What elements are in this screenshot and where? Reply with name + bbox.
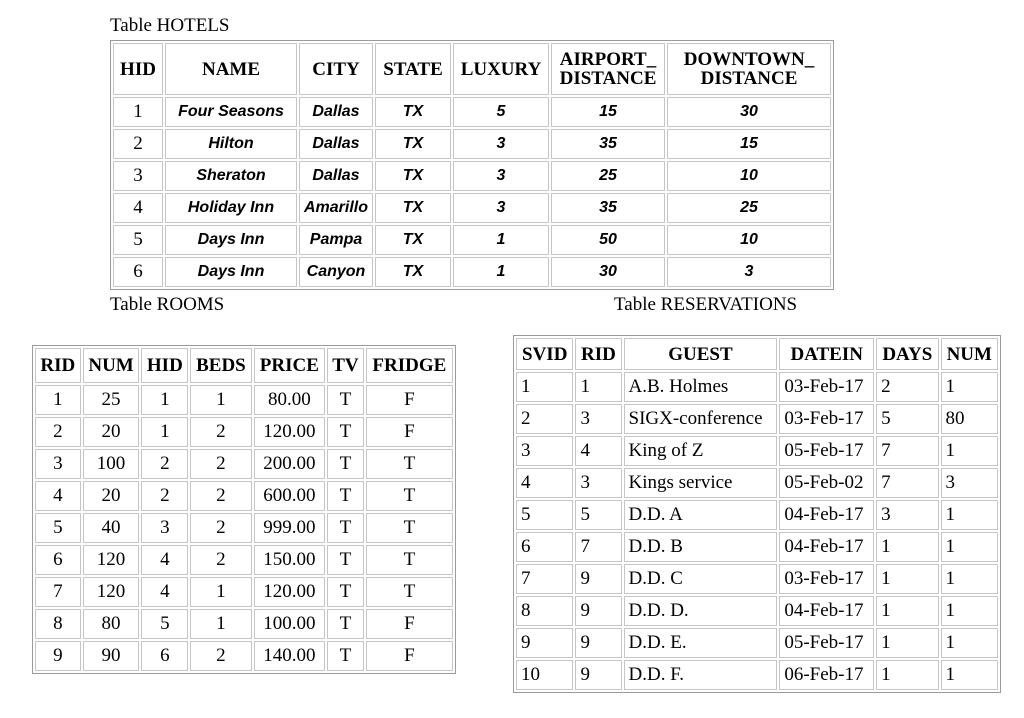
reservations-cell: 1 <box>941 660 998 690</box>
rooms-cell: T <box>327 545 364 575</box>
hotels-cell: Days Inn <box>165 225 297 255</box>
rooms-cell: 200.00 <box>254 449 325 479</box>
reservations-cell: SIGX-conference <box>624 404 778 434</box>
reservations-cell: 5 <box>575 500 621 530</box>
reservations-row <box>516 532 998 562</box>
reservations-cell: 1 <box>941 564 998 594</box>
reservations-cell: 6 <box>516 532 573 562</box>
rooms-cell: T <box>327 577 364 607</box>
hotels-cell: 5 <box>453 97 549 127</box>
hotels-cell: 2 <box>113 129 163 159</box>
hotels-header-name: NAME <box>165 43 297 95</box>
reservations-cell: D.D. A <box>624 500 778 530</box>
hotels-cell: Days Inn <box>165 257 297 287</box>
hotels-cell: 3 <box>113 161 163 191</box>
hotels-header-airport-distance <box>551 43 665 95</box>
reservations-cell: 7 <box>876 436 938 466</box>
hotels-cell: 4 <box>113 193 163 223</box>
reservations-cell: 1 <box>876 564 938 594</box>
rooms-cell: 5 <box>141 609 188 639</box>
hotels-cell: TX <box>375 257 451 287</box>
rooms-table <box>32 345 456 674</box>
rooms-cell: 5 <box>35 513 81 543</box>
rooms-cell: T <box>366 545 453 575</box>
hotels-cell: 30 <box>551 257 665 287</box>
hotels-cell: Dallas <box>299 129 373 159</box>
hotels-cell: TX <box>375 97 451 127</box>
reservations-cell: 2 <box>516 404 573 434</box>
hotels-caption: Table HOTELS <box>110 15 230 36</box>
reservations-cell: 06-Feb-17 <box>779 660 874 690</box>
reservations-cell: 05-Feb-17 <box>779 436 874 466</box>
reservations-cell: 03-Feb-17 <box>779 404 874 434</box>
rooms-header-hid: HID <box>141 348 188 383</box>
hotels-header-airport-line2: DISTANCE <box>559 68 657 89</box>
reservations-cell: 7 <box>876 468 938 498</box>
hotels-cell: Canyon <box>299 257 373 287</box>
rooms-cell: 2 <box>190 641 251 671</box>
rooms-cell: 1 <box>141 385 188 415</box>
hotels-cell: Hilton <box>165 129 297 159</box>
hotels-cell: TX <box>375 225 451 255</box>
reservations-cell: 9 <box>575 596 621 626</box>
rooms-cell: 2 <box>190 417 251 447</box>
reservations-cell: 03-Feb-17 <box>779 372 874 402</box>
rooms-cell: 3 <box>35 449 81 479</box>
reservations-row <box>516 404 998 434</box>
hotels-table <box>110 40 834 290</box>
rooms-cell: 7 <box>35 577 81 607</box>
rooms-cell: F <box>366 609 453 639</box>
rooms-header-row <box>35 348 453 383</box>
rooms-cell: 1 <box>190 609 251 639</box>
hotels-header-downtown-line2: DISTANCE <box>700 68 798 89</box>
hotels-cell: 3 <box>453 193 549 223</box>
hotels-cell: 1 <box>453 225 549 255</box>
rooms-cell: T <box>327 481 364 511</box>
reservations-cell: D.D. C <box>624 564 778 594</box>
hotels-row <box>113 193 831 223</box>
hotels-header-hid: HID <box>113 43 163 95</box>
hotels-row <box>113 129 831 159</box>
rooms-row <box>35 545 453 575</box>
rooms-header-rid: RID <box>35 348 81 383</box>
reservations-cell: 1 <box>941 596 998 626</box>
rooms-header-price: PRICE <box>254 348 325 383</box>
hotels-header-luxury: LUXURY <box>453 43 549 95</box>
hotels-cell: 50 <box>551 225 665 255</box>
rooms-cell: T <box>327 449 364 479</box>
rooms-cell: 80.00 <box>254 385 325 415</box>
hotels-cell: 1 <box>453 257 549 287</box>
reservations-row <box>516 628 998 658</box>
hotels-cell: 25 <box>551 161 665 191</box>
rooms-cell: 100 <box>83 449 140 479</box>
rooms-cell: 2 <box>141 449 188 479</box>
rooms-cell: 6 <box>35 545 81 575</box>
rooms-cell: 25 <box>83 385 140 415</box>
reservations-cell: 8 <box>516 596 573 626</box>
reservations-cell: 9 <box>575 628 621 658</box>
rooms-header-num: NUM <box>83 348 140 383</box>
rooms-header-beds: BEDS <box>190 348 251 383</box>
rooms-cell: 80 <box>83 609 140 639</box>
reservations-cell: 04-Feb-17 <box>779 532 874 562</box>
rooms-cell: 120.00 <box>254 417 325 447</box>
rooms-cell: 1 <box>190 577 251 607</box>
hotels-cell: Holiday Inn <box>165 193 297 223</box>
reservations-table <box>513 335 1001 693</box>
rooms-cell: 600.00 <box>254 481 325 511</box>
hotels-cell: Sheraton <box>165 161 297 191</box>
reservations-cell: 5 <box>516 500 573 530</box>
hotels-cell: Amarillo <box>299 193 373 223</box>
reservations-cell: 4 <box>516 468 573 498</box>
reservations-cell: 7 <box>575 532 621 562</box>
rooms-cell: 9 <box>35 641 81 671</box>
reservations-cell: 1 <box>941 500 998 530</box>
reservations-cell: 1 <box>941 436 998 466</box>
rooms-row <box>35 417 453 447</box>
reservations-header-svid: SVID <box>516 338 573 370</box>
rooms-cell: 1 <box>35 385 81 415</box>
rooms-cell: 20 <box>83 481 140 511</box>
hotels-cell: Dallas <box>299 97 373 127</box>
rooms-header-tv: TV <box>327 348 364 383</box>
hotels-row <box>113 225 831 255</box>
hotels-cell: 10 <box>667 161 831 191</box>
hotels-header-downtown-line1: DOWNTOWN_ <box>683 49 815 70</box>
reservations-cell: 1 <box>941 532 998 562</box>
rooms-row <box>35 609 453 639</box>
hotels-cell: TX <box>375 161 451 191</box>
rooms-cell: F <box>366 417 453 447</box>
rooms-cell: 3 <box>141 513 188 543</box>
rooms-cell: T <box>366 481 453 511</box>
hotels-header-state: STATE <box>375 43 451 95</box>
rooms-cell: 150.00 <box>254 545 325 575</box>
hotels-cell: 3 <box>453 129 549 159</box>
hotels-cell: Pampa <box>299 225 373 255</box>
rooms-cell: 2 <box>35 417 81 447</box>
reservations-row <box>516 436 998 466</box>
rooms-caption: Table ROOMS <box>110 294 225 315</box>
reservations-header-days: DAYS <box>876 338 938 370</box>
reservations-cell: 9 <box>516 628 573 658</box>
hotels-header-row <box>113 43 831 95</box>
reservations-cell: 1 <box>516 372 573 402</box>
rooms-cell: T <box>366 449 453 479</box>
rooms-cell: 4 <box>141 545 188 575</box>
reservations-cell: 1 <box>876 660 938 690</box>
reservations-cell: D.D. D. <box>624 596 778 626</box>
reservations-row <box>516 468 998 498</box>
rooms-cell: T <box>366 577 453 607</box>
rooms-cell: 4 <box>141 577 188 607</box>
reservations-cell: Kings service <box>624 468 778 498</box>
reservations-cell: D.D. F. <box>624 660 778 690</box>
reservations-cell: 2 <box>876 372 938 402</box>
reservations-cell: 05-Feb-02 <box>779 468 874 498</box>
rooms-cell: T <box>327 641 364 671</box>
rooms-cell: 20 <box>83 417 140 447</box>
rooms-cell: F <box>366 641 453 671</box>
reservations-cell: 04-Feb-17 <box>779 500 874 530</box>
hotels-cell: 1 <box>113 97 163 127</box>
hotels-cell: 25 <box>667 193 831 223</box>
reservations-cell: 3 <box>516 436 573 466</box>
reservations-cell: 5 <box>876 404 938 434</box>
rooms-cell: 40 <box>83 513 140 543</box>
hotels-cell: 30 <box>667 97 831 127</box>
reservations-cell: 1 <box>876 596 938 626</box>
hotels-cell: 35 <box>551 193 665 223</box>
reservations-cell: 1 <box>941 628 998 658</box>
hotels-header-downtown-distance <box>667 43 831 95</box>
rooms-cell: 90 <box>83 641 140 671</box>
reservations-cell: 1 <box>575 372 621 402</box>
rooms-cell: 120 <box>83 577 140 607</box>
hotels-cell: 3 <box>667 257 831 287</box>
rooms-cell: 6 <box>141 641 188 671</box>
reservations-cell: 4 <box>575 436 621 466</box>
rooms-row <box>35 449 453 479</box>
hotels-header-city: CITY <box>299 43 373 95</box>
rooms-cell: T <box>366 513 453 543</box>
reservations-header-guest: GUEST <box>624 338 778 370</box>
hotels-header-airport-line1: AIRPORT_ <box>559 49 657 70</box>
rooms-cell: 120.00 <box>254 577 325 607</box>
reservations-row <box>516 564 998 594</box>
reservations-header-rid: RID <box>575 338 621 370</box>
reservations-cell: 05-Feb-17 <box>779 628 874 658</box>
rooms-cell: 2 <box>190 449 251 479</box>
hotels-cell: 15 <box>667 129 831 159</box>
reservations-cell: 3 <box>575 404 621 434</box>
hotels-cell: 15 <box>551 97 665 127</box>
rooms-row <box>35 385 453 415</box>
rooms-row <box>35 641 453 671</box>
hotels-cell: Four Seasons <box>165 97 297 127</box>
reservations-cell: 7 <box>516 564 573 594</box>
reservations-cell: 04-Feb-17 <box>779 596 874 626</box>
reservations-row <box>516 660 998 690</box>
reservations-cell: 10 <box>516 660 573 690</box>
reservations-cell: 9 <box>575 660 621 690</box>
hotels-cell: TX <box>375 193 451 223</box>
rooms-cell: F <box>366 385 453 415</box>
rooms-cell: 140.00 <box>254 641 325 671</box>
rooms-row <box>35 513 453 543</box>
hotels-cell: 6 <box>113 257 163 287</box>
reservations-cell: 80 <box>941 404 998 434</box>
reservations-header-num: NUM <box>941 338 998 370</box>
rooms-cell: 2 <box>190 545 251 575</box>
rooms-cell: 2 <box>141 481 188 511</box>
hotels-row <box>113 97 831 127</box>
rooms-cell: 120 <box>83 545 140 575</box>
reservations-cell: 1 <box>876 628 938 658</box>
rooms-cell: T <box>327 385 364 415</box>
rooms-row <box>35 481 453 511</box>
rooms-cell: 100.00 <box>254 609 325 639</box>
hotels-cell: 3 <box>453 161 549 191</box>
reservations-cell: D.D. B <box>624 532 778 562</box>
hotels-row <box>113 257 831 287</box>
rooms-cell: 1 <box>141 417 188 447</box>
reservations-cell: A.B. Holmes <box>624 372 778 402</box>
hotels-row <box>113 161 831 191</box>
reservations-cell: 03-Feb-17 <box>779 564 874 594</box>
reservations-cell: 3 <box>575 468 621 498</box>
rooms-row <box>35 577 453 607</box>
hotels-cell: Dallas <box>299 161 373 191</box>
hotels-cell: 10 <box>667 225 831 255</box>
reservations-header-row <box>516 338 998 370</box>
rooms-cell: 2 <box>190 481 251 511</box>
hotels-cell: 35 <box>551 129 665 159</box>
reservations-cell: 9 <box>575 564 621 594</box>
reservations-row <box>516 372 998 402</box>
reservations-cell: 1 <box>941 372 998 402</box>
hotels-cell: 5 <box>113 225 163 255</box>
rooms-cell: 8 <box>35 609 81 639</box>
reservations-caption: Table RESERVATIONS <box>614 294 798 315</box>
rooms-cell: T <box>327 513 364 543</box>
rooms-header-fridge: FRIDGE <box>366 348 453 383</box>
reservations-cell: 3 <box>876 500 938 530</box>
reservations-cell: 1 <box>876 532 938 562</box>
rooms-cell: T <box>327 417 364 447</box>
rooms-cell: 2 <box>190 513 251 543</box>
reservations-cell: D.D. E. <box>624 628 778 658</box>
reservations-row <box>516 500 998 530</box>
rooms-cell: 1 <box>190 385 251 415</box>
reservations-cell: 3 <box>941 468 998 498</box>
hotels-cell: TX <box>375 129 451 159</box>
reservations-row <box>516 596 998 626</box>
rooms-cell: T <box>327 609 364 639</box>
reservations-header-datein: DATEIN <box>779 338 874 370</box>
rooms-cell: 4 <box>35 481 81 511</box>
reservations-cell: King of Z <box>624 436 778 466</box>
rooms-cell: 999.00 <box>254 513 325 543</box>
